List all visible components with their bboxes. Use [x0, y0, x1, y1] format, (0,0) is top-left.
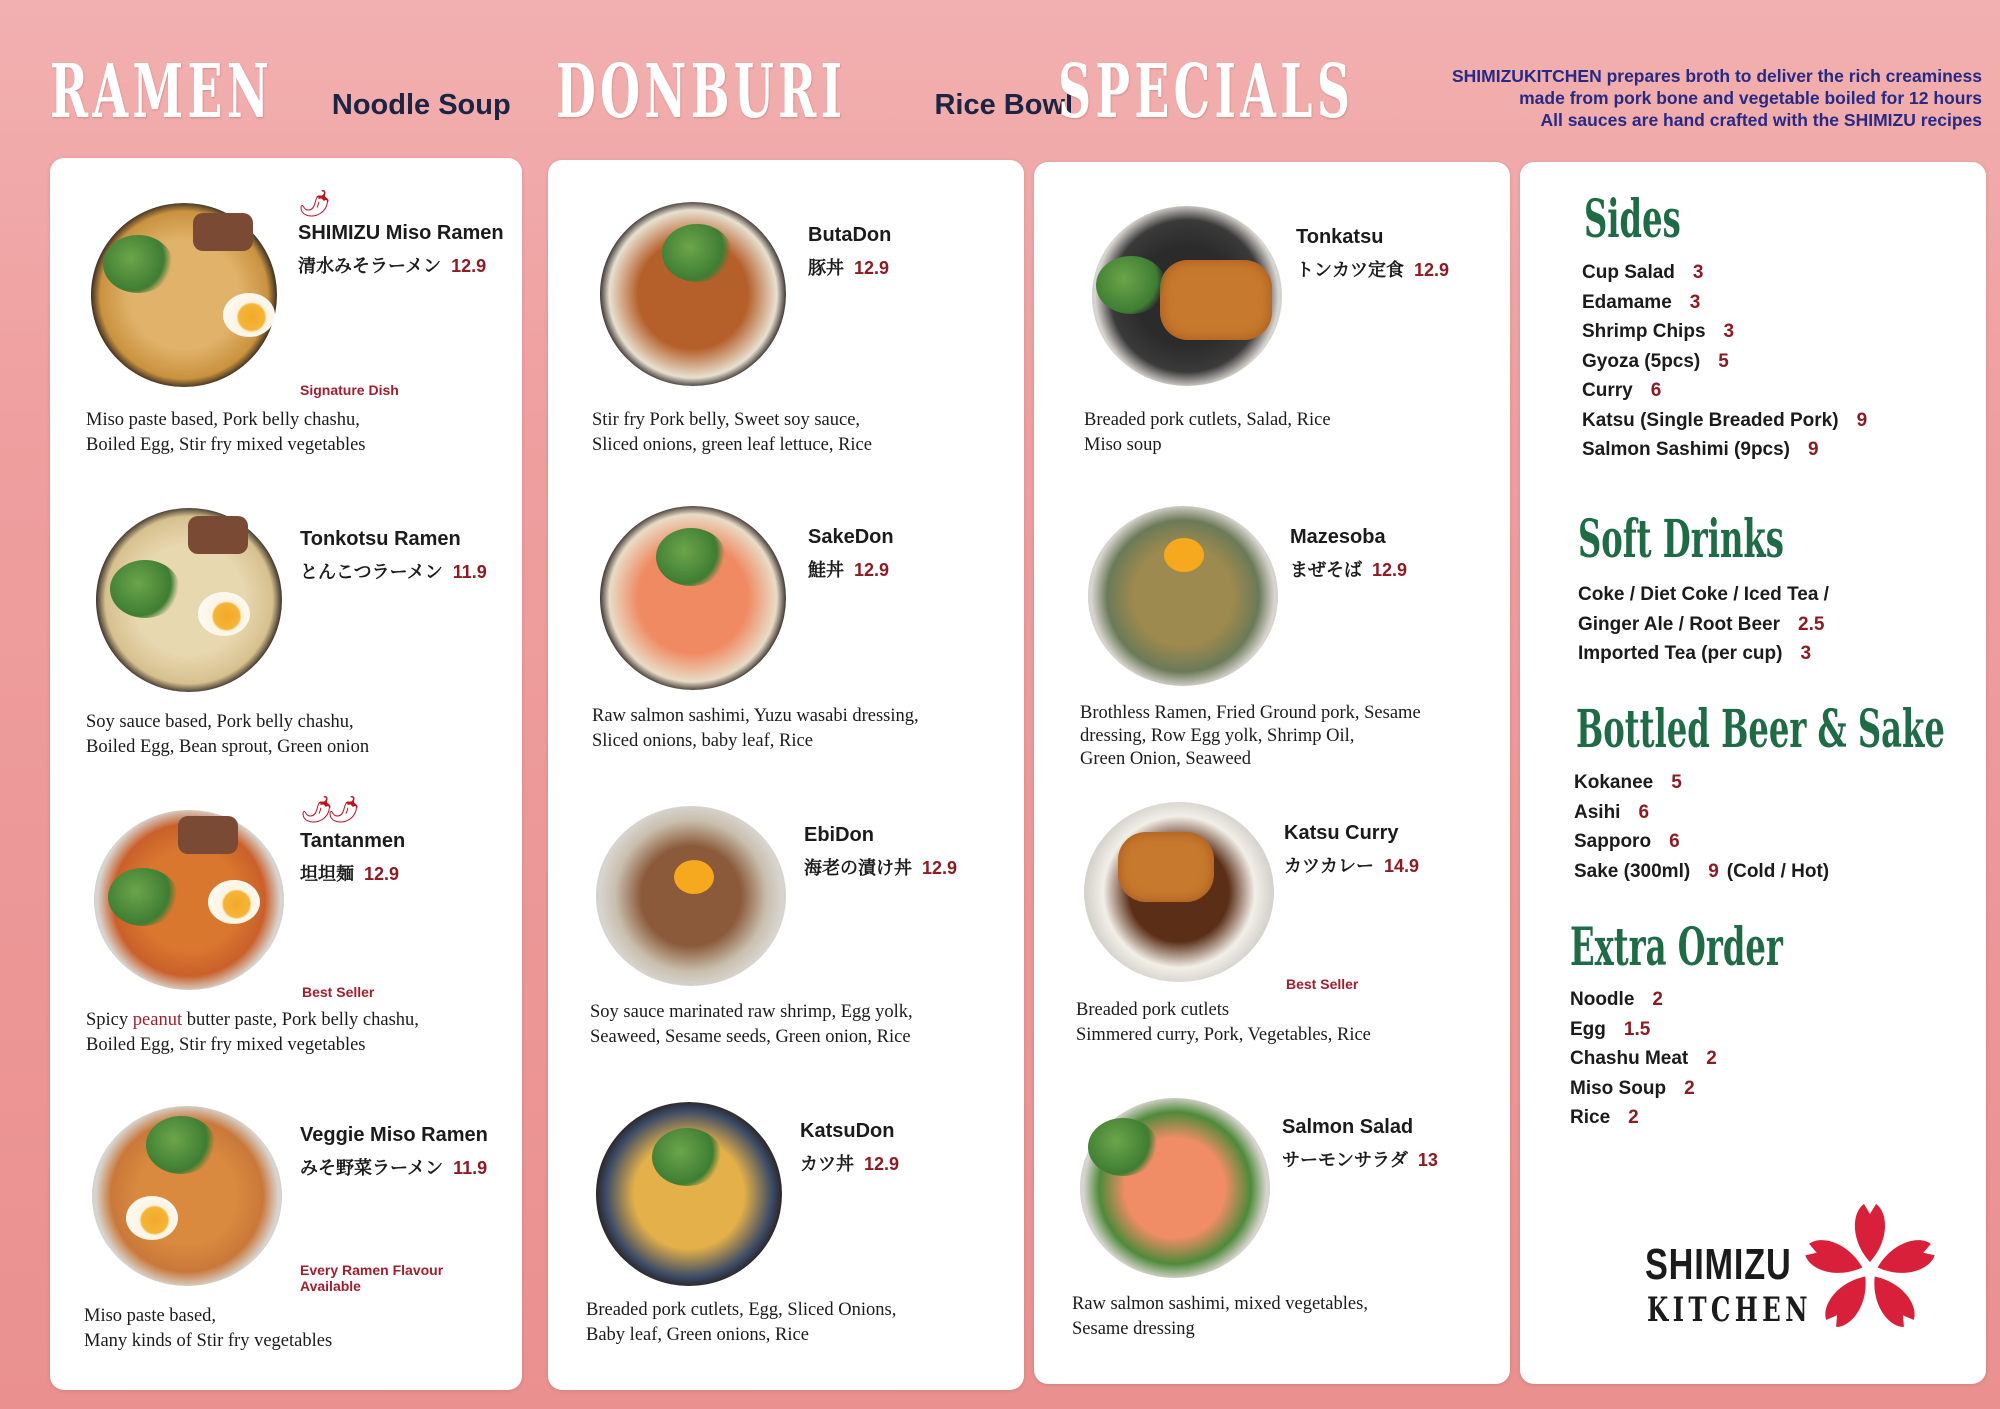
text-fragment: Curry — [1582, 380, 1633, 401]
text-fragment: 6 — [1650, 380, 1662, 401]
text-fragment: Every Ramen Flavour — [300, 1262, 444, 1278]
tonkotsu-ramen-photo — [88, 500, 290, 700]
text-fragment: 2.5 — [1798, 613, 1825, 635]
item-price: 12.9 — [1414, 260, 1450, 280]
item-name: Katsu Curry — [1284, 822, 1399, 844]
extra-order-title: Extra Order — [1570, 917, 1783, 978]
item-desc — [1072, 1292, 1368, 1342]
list-item — [1582, 406, 1867, 436]
text-fragment: Sliced onions, green leaf lettuce, Rice — [592, 435, 872, 455]
text-fragment: 2 — [1706, 1048, 1717, 1069]
text-fragment: 2 — [1684, 1077, 1695, 1099]
list-item — [1570, 1015, 1717, 1045]
item-price: 12.9 — [1372, 560, 1408, 580]
text-fragment: 2 — [1628, 1107, 1639, 1128]
item-price: 12.9 — [364, 864, 400, 884]
text-fragment: Miso paste based, — [84, 1306, 217, 1326]
text-fragment: Available — [300, 1278, 361, 1294]
tonkatsu-photo — [1086, 196, 1288, 396]
item-desc — [1076, 998, 1371, 1048]
item-desc — [586, 1298, 896, 1348]
text-fragment: Green Onion, Seaweed — [1080, 749, 1252, 769]
text-fragment: Miso Soup — [1570, 1077, 1667, 1099]
text-fragment: 清水みそラーメン — [298, 256, 442, 276]
item-price: 12.9 — [854, 258, 890, 278]
note-line-1: SHIMIZUKITCHEN prepares broth to deliver the rich creaminess — [1452, 66, 1982, 86]
list-item — [1574, 768, 1829, 798]
text-fragment: Kokanee — [1574, 772, 1654, 793]
text-fragment: Noodle — [1570, 989, 1635, 1010]
item-desc — [86, 710, 369, 760]
text-fragment: まぜそば — [1290, 560, 1362, 580]
item-price: 11.9 — [452, 562, 487, 582]
broth-note — [1422, 65, 1982, 131]
mazesoba-photo — [1082, 496, 1284, 696]
text-fragment: 海老の漬け丼 — [804, 858, 912, 878]
text-fragment: Sliced onions, baby leaf, Rice — [592, 731, 813, 751]
list-item — [1570, 985, 1717, 1015]
text-fragment: Simmered curry, Pork, Vegetables, Rice — [1076, 1025, 1371, 1045]
text-fragment: Sake (300ml) — [1574, 860, 1691, 882]
text-fragment: 9 — [1856, 409, 1868, 431]
text-fragment: Breaded pork cutlets, Salad, Rice — [1084, 410, 1331, 430]
text-fragment: 3 — [1689, 291, 1701, 313]
salmon-salad-photo — [1074, 1088, 1276, 1288]
text-fragment: 3 — [1692, 262, 1704, 283]
list-item — [1578, 580, 1829, 610]
text-fragment: Gyoza (5pcs) — [1582, 350, 1701, 372]
item-jp — [808, 556, 889, 582]
list-item — [1582, 376, 1867, 406]
note-line-3: All sauces are hand crafted with the SHIMIZU recipes — [1540, 110, 1982, 130]
text-fragment: Ginger Ale / Root Beer — [1578, 613, 1780, 635]
text-fragment: Miso soup — [1084, 435, 1162, 455]
text-fragment: Shrimp Chips — [1582, 321, 1706, 342]
text-fragment: 3 — [1723, 321, 1735, 342]
text-fragment: Sapporo — [1574, 831, 1652, 852]
item-desc — [592, 408, 872, 458]
soft-drinks-title: Soft Drinks — [1578, 509, 1784, 570]
text-fragment: Seaweed, Sesame seeds, Green onion, Rice — [590, 1027, 911, 1047]
item-price: 12.9 — [854, 560, 890, 580]
veggie-ramen-photo — [86, 1096, 288, 1296]
text-fragment: 5 — [1671, 772, 1682, 793]
sakura-logo-icon — [1800, 1198, 1940, 1338]
drinks-list — [1578, 580, 1829, 669]
list-item — [1578, 639, 1829, 669]
text-fragment: Raw salmon sashimi, Yuzu wasabi dressing, — [592, 706, 919, 726]
item-desc — [1080, 702, 1421, 771]
item-jp — [1296, 256, 1449, 282]
text-fragment: Raw salmon sashimi, mixed vegetables, — [1072, 1294, 1368, 1314]
item-price: 14.9 — [1384, 856, 1420, 876]
list-item — [1574, 827, 1829, 857]
text-fragment: Brothless Ramen, Fried Ground pork, Sesame — [1080, 703, 1421, 723]
item-price: 11.9 — [453, 1158, 488, 1178]
item-jp — [800, 1150, 899, 1176]
text-fragment: Soy sauce based, Pork belly chashu, — [86, 712, 354, 732]
ebidon-photo — [590, 796, 792, 996]
text-fragment: Cup Salad — [1582, 262, 1675, 283]
text-fragment: Asihi — [1574, 801, 1621, 823]
item-price: 13 — [1417, 1150, 1438, 1170]
ramen-header — [50, 49, 511, 135]
text-fragment: Coke / Diet Coke / Iced Tea / — [1578, 584, 1829, 605]
ramen-panel — [50, 158, 522, 1390]
item-jp — [1282, 1146, 1438, 1172]
chili-icon: 🌶🌶 — [300, 794, 355, 824]
item-jp — [300, 860, 399, 886]
text-fragment: Boiled Egg, Bean sprout, Green onion — [86, 737, 370, 757]
text-fragment: dressing, Row Egg yolk, Shrimp Oil, — [1080, 726, 1355, 746]
text-fragment: Sesame dressing — [1072, 1319, 1195, 1339]
logo-shimizu: SHIMIZU — [1645, 1240, 1792, 1289]
katsudon-photo — [588, 1094, 790, 1294]
text-fragment: 6 — [1669, 831, 1680, 852]
item-desc — [84, 1304, 332, 1354]
signature-dish-tag: Signature Dish — [300, 382, 399, 398]
text-fragment: 坦坦麺 — [300, 864, 354, 884]
list-item — [1582, 288, 1867, 318]
item-name: SHIMIZU Miso Ramen — [298, 222, 504, 244]
item-name: Veggie Miso Ramen — [300, 1124, 488, 1146]
item-name: Tantanmen — [300, 830, 406, 852]
text-fragment: カツ丼 — [800, 1154, 854, 1174]
miso-ramen-photo — [83, 195, 285, 395]
item-name: EbiDon — [804, 824, 874, 846]
list-item — [1578, 610, 1829, 640]
logo-kitchen: KITCHEN — [1647, 1290, 1812, 1330]
text-fragment: Many kinds of Stir fry vegetables — [84, 1331, 333, 1351]
text-fragment: 1.5 — [1623, 1018, 1651, 1040]
donburi-panel — [548, 160, 1024, 1390]
text-fragment: トンカツ定食 — [1296, 260, 1404, 280]
item-jp — [298, 252, 486, 278]
item-desc — [1084, 408, 1331, 458]
text-fragment: Boiled Egg, Stir fry mixed vegetables — [86, 1035, 366, 1055]
text-fragment: Katsu (Single Breaded Pork) — [1582, 409, 1839, 431]
text-fragment: Rice — [1570, 1107, 1611, 1128]
item-desc — [86, 408, 366, 458]
item-jp — [808, 254, 889, 280]
text-fragment: Edamame — [1582, 291, 1672, 313]
best-seller-tag: Best Seller — [1286, 976, 1359, 992]
text-fragment: Breaded pork cutlets — [1076, 1000, 1230, 1020]
donburi-subtitle: Rice Bowl — [934, 89, 1074, 121]
item-jp — [300, 558, 487, 584]
best-seller-tag: Best Seller — [302, 984, 375, 1000]
butadon-photo — [592, 194, 794, 394]
list-item — [1574, 857, 1829, 887]
sides-title: Sides — [1584, 189, 1681, 250]
item-price: 12.9 — [922, 858, 958, 878]
item-name: KatsuDon — [800, 1120, 895, 1142]
text-fragment: サーモンサラダ — [1282, 1150, 1408, 1170]
item-jp — [1290, 556, 1407, 582]
list-item — [1582, 258, 1867, 288]
item-name: SakeDon — [808, 526, 894, 548]
beer-list — [1574, 768, 1829, 886]
specials-title: SPECIALS — [1058, 49, 1355, 135]
ramen-title: RAMEN — [50, 49, 274, 135]
text-fragment: Soy sauce marinated raw shrimp, Egg yolk, — [590, 1002, 913, 1022]
text-fragment: 5 — [1718, 350, 1729, 372]
text-fragment: Miso paste based, Pork belly chashu, — [86, 410, 360, 430]
text-fragment: 鮭丼 — [808, 560, 844, 580]
item-name: Salmon Salad — [1282, 1116, 1414, 1138]
text-fragment — [86, 1008, 419, 1033]
item-name: ButaDon — [808, 224, 892, 246]
specials-panel — [1034, 162, 1510, 1384]
sides-list — [1582, 258, 1867, 465]
text-fragment: 3 — [1800, 643, 1812, 664]
item-jp — [300, 1154, 487, 1180]
text-fragment: みそ野菜ラーメン — [300, 1158, 444, 1178]
text-fragment: とんこつラーメン — [300, 562, 443, 582]
donburi-title: DONBURI — [556, 49, 847, 135]
list-item — [1582, 435, 1867, 465]
list-item — [1570, 1074, 1717, 1104]
note-line-2: made from pork bone and vegetable boiled for 12 hours — [1519, 88, 1982, 108]
text-fragment: 6 — [1638, 801, 1650, 823]
item-name: Tonkotsu Ramen — [300, 528, 461, 550]
item-jp — [804, 854, 957, 880]
text-fragment: Imported Tea (per cup) — [1578, 643, 1783, 664]
ramen-subtitle: Noodle Soup — [331, 89, 511, 121]
beer-sake-title: Bottled Beer & Sake — [1576, 699, 1945, 760]
item-desc — [590, 1000, 913, 1050]
list-item — [1570, 1103, 1717, 1133]
item-name: Mazesoba — [1290, 526, 1386, 548]
list-item — [1570, 1044, 1717, 1074]
text-fragment: Boiled Egg, Stir fry mixed vegetables — [86, 435, 366, 455]
item-price: 12.9 — [451, 256, 487, 276]
text-fragment: Egg — [1570, 1018, 1606, 1040]
sakedon-photo — [592, 498, 794, 698]
text-fragment: Stir fry Pork belly, Sweet soy sauce, — [592, 410, 861, 430]
text-fragment: 豚丼 — [808, 258, 844, 278]
every-flavour-tag — [300, 1262, 443, 1294]
tantanmen-photo — [88, 800, 290, 1000]
extra-list — [1570, 985, 1717, 1133]
item-desc — [86, 1008, 419, 1058]
chili-icon: 🌶 — [298, 188, 326, 218]
text-fragment: カツカレー — [1284, 856, 1374, 876]
text-fragment: Baby leaf, Green onions, Rice — [586, 1325, 809, 1345]
text-fragment: Breaded pork cutlets, Egg, Sliced Onions, — [586, 1300, 897, 1320]
text-fragment: Chashu Meat — [1570, 1048, 1689, 1069]
item-desc — [592, 704, 919, 754]
text-fragment: 9 — [1708, 860, 1719, 882]
katsu-curry-photo — [1078, 792, 1280, 992]
text-fragment: (Cold / Hot) — [1726, 860, 1830, 882]
text-fragment: butter paste, Pork belly chashu, — [182, 1010, 419, 1030]
item-price: 12.9 — [864, 1154, 900, 1174]
text-fragment: Spicy — [86, 1010, 133, 1030]
list-item — [1582, 317, 1867, 347]
donburi-header — [556, 49, 1074, 135]
item-name: Tonkatsu — [1296, 226, 1384, 248]
text-fragment: Salmon Sashimi (9pcs) — [1582, 439, 1791, 460]
text-fragment: 9 — [1808, 439, 1819, 460]
list-item — [1582, 347, 1867, 377]
text-fragment: peanut — [132, 1010, 183, 1030]
text-fragment: 2 — [1652, 989, 1663, 1010]
item-jp — [1284, 852, 1419, 878]
list-item — [1574, 798, 1829, 828]
